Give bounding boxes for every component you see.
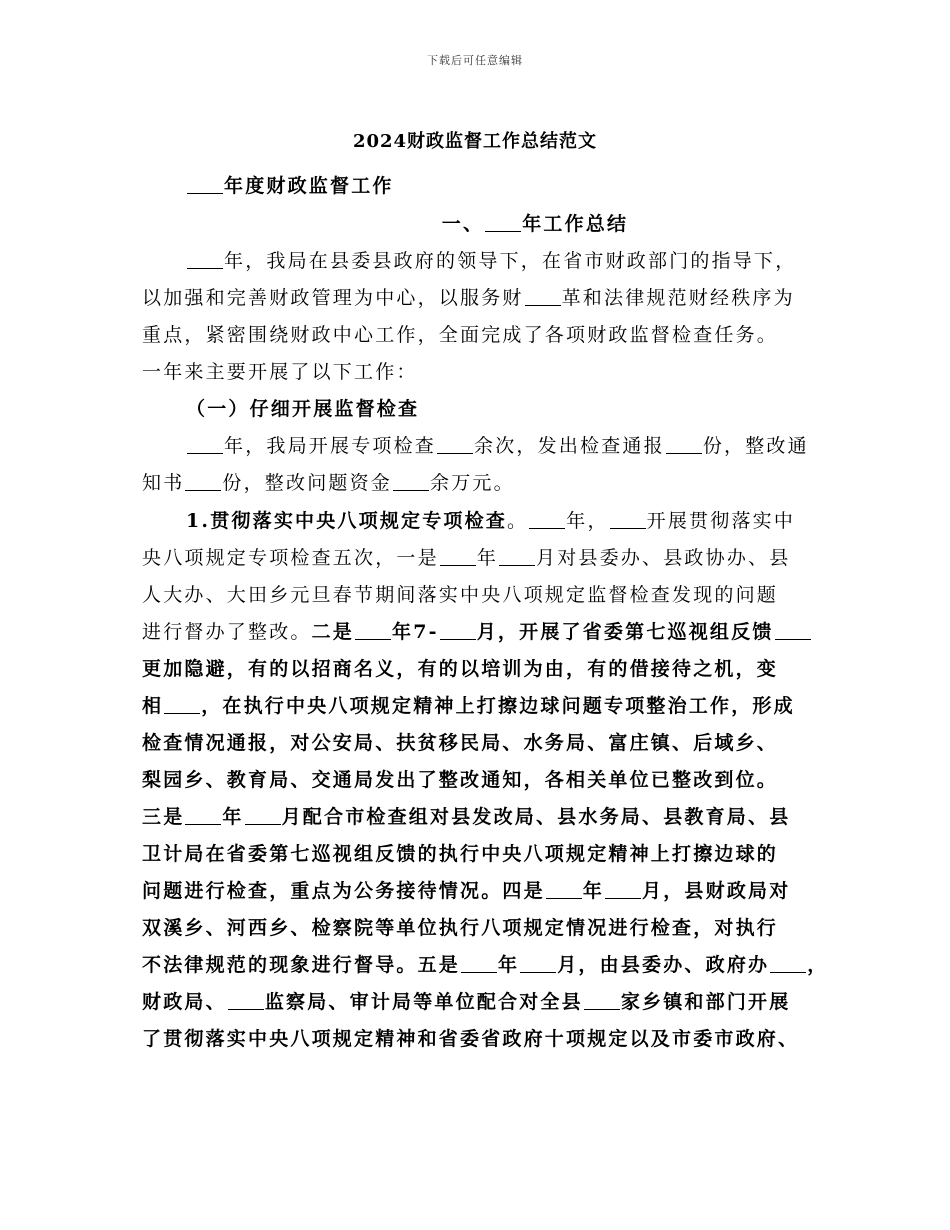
text-line [142,354,812,391]
text-segment: 年度财政监督工作 [224,175,394,197]
fill-in-blank [185,489,221,491]
text-segment: 年， [566,510,609,532]
text-segment: 年工作总结 [522,213,629,235]
text-line [142,873,812,910]
text-segment: 进行督办了整改。 [142,621,312,643]
document-title: 2024财政监督工作总结范文 [352,131,598,152]
text-segment: 家乡镇和部门开展 [620,991,791,1013]
text-line [186,243,856,280]
fill-in-blank [228,1008,264,1010]
text-segment: ，在执行中央八项规定精神上打擦边球问题专项整治工作，形成 [201,695,795,717]
fill-in-blank [185,823,221,825]
text-segment: 二是 [311,621,355,643]
text-segment: 人大办、大田乡元旦春节期间落实中央八项规定监督检查发现的问题 [142,584,779,606]
text-segment: 月，开展了省委第七巡视组反馈 [476,621,774,643]
text-line [142,614,812,651]
text-segment: 卫计局在省委第七巡视组反馈的执行中央八项规定精神上打擦边球的 [142,843,779,865]
text-segment: 更加隐避，有的以招商名义，有的以培训为由，有的借接待之机，变 [142,658,779,680]
fill-in-blank [440,564,476,566]
fill-in-blank [461,971,497,973]
text-line [142,651,812,688]
section-heading [60,206,950,243]
text-segment: 以加强和完善财政管理为中心，以服务财 [142,287,524,309]
fill-in-blank [584,1008,620,1010]
fill-in-blank [485,230,521,232]
text-line [186,503,856,540]
text-line [142,280,812,317]
text-segment: 年 [498,954,520,976]
text-line [142,577,812,614]
text-segment: 央八项规定专项检查五次，一是 [142,547,439,569]
text-line [142,1021,812,1058]
text-segment: 相 [142,695,164,717]
text-segment: 1.贯彻落实中央八项规定专项检查 [186,510,508,532]
text-segment: 检查情况通报，对公安局、扶贫移民局、水务局、富庄镇、后域乡、 [142,732,779,754]
text-segment: 三是 [142,806,185,828]
fill-in-blank [666,452,702,454]
text-segment: 份，整改问题资金 [222,472,393,494]
text-segment: 。 [507,510,529,532]
section-heading [186,168,856,205]
text-segment: 年 [476,547,499,569]
fill-in-blank [440,638,476,640]
fill-in-blank [529,527,565,529]
fill-in-blank [164,712,200,714]
text-segment: 月对县委办、县政协办、县 [536,547,791,569]
text-segment: 年，我局在县委县政府的领导下，在省市财政部门的指导下， [224,250,797,272]
fill-in-blank [187,192,223,194]
fill-in-blank [245,823,281,825]
fill-in-blank [770,971,806,973]
text-line [142,317,812,354]
text-segment: 年，我局开展专项检查 [224,435,437,457]
text-segment: 月配合市检查组对县发改局、县水务局、县教育局、县 [281,806,791,828]
text-segment: 梨园乡、教育局、交通局发出了整改通知，各相关单位已整改到位。 [142,769,779,791]
text-segment: 年 [582,880,605,902]
text-segment: 份，整改通 [702,435,809,457]
text-segment: 月，县财政局对 [642,880,791,902]
text-segment: 重点，紧密围绕财政中心工作，全面完成了各项财政监督检查任务。 [142,324,779,346]
fill-in-blank [520,971,556,973]
text-line [142,836,812,873]
text-segment: ， [807,954,829,976]
text-segment: 余次，发出检查通报 [474,435,665,457]
fill-in-blank [610,527,646,529]
text-line [142,688,812,725]
text-segment: 一年来主要开展了以下工作： [142,361,418,383]
text-segment: 革和法律规范财经秩序为 [561,287,795,309]
text-segment: 知书 [142,472,185,494]
text-segment: 监察局、审计局等单位配合对全县 [264,991,583,1013]
text-line [142,725,812,762]
fill-in-blank [499,564,535,566]
text-line [142,762,812,799]
fill-in-blank [437,452,473,454]
text-line [142,947,829,984]
fill-in-blank [187,267,223,269]
fill-in-blank [525,304,561,306]
text-segment: 了贯彻落实中央八项规定精神和省委省政府十项规定以及市委市政府、 [142,1028,800,1050]
text-segment: （一）仔细开展监督检查 [186,398,420,420]
text-line [142,465,812,502]
text-line [186,428,856,465]
text-line [142,799,812,836]
text-line [142,910,812,947]
text-segment: 年 [222,806,244,828]
fill-in-blank [775,638,811,640]
text-line [142,540,812,577]
text-segment: 一、 [441,213,485,235]
fill-in-blank [355,638,391,640]
fill-in-blank [605,897,641,899]
text-segment: 年7- [392,621,439,643]
fill-in-blank [187,452,223,454]
text-segment: 财政局、 [142,991,227,1013]
text-segment: 双溪乡、河西乡、检察院等单位执行八项规定情况进行检查，对执行 [142,917,779,939]
text-segment: 不法律规范的现象进行督导。五是 [142,954,461,976]
section-heading [186,391,856,428]
fill-in-blank [546,897,582,899]
text-segment: 开展贯彻落实中 [646,510,796,532]
text-segment: 问题进行检查，重点为公务接待情况。四是 [142,880,545,902]
text-segment: 余万元。 [430,472,515,494]
text-line [142,984,812,1021]
text-segment: 月，由县委办、政府办 [557,954,770,976]
fill-in-blank [393,489,429,491]
page-header: 下载后可任意编辑 [427,54,523,67]
